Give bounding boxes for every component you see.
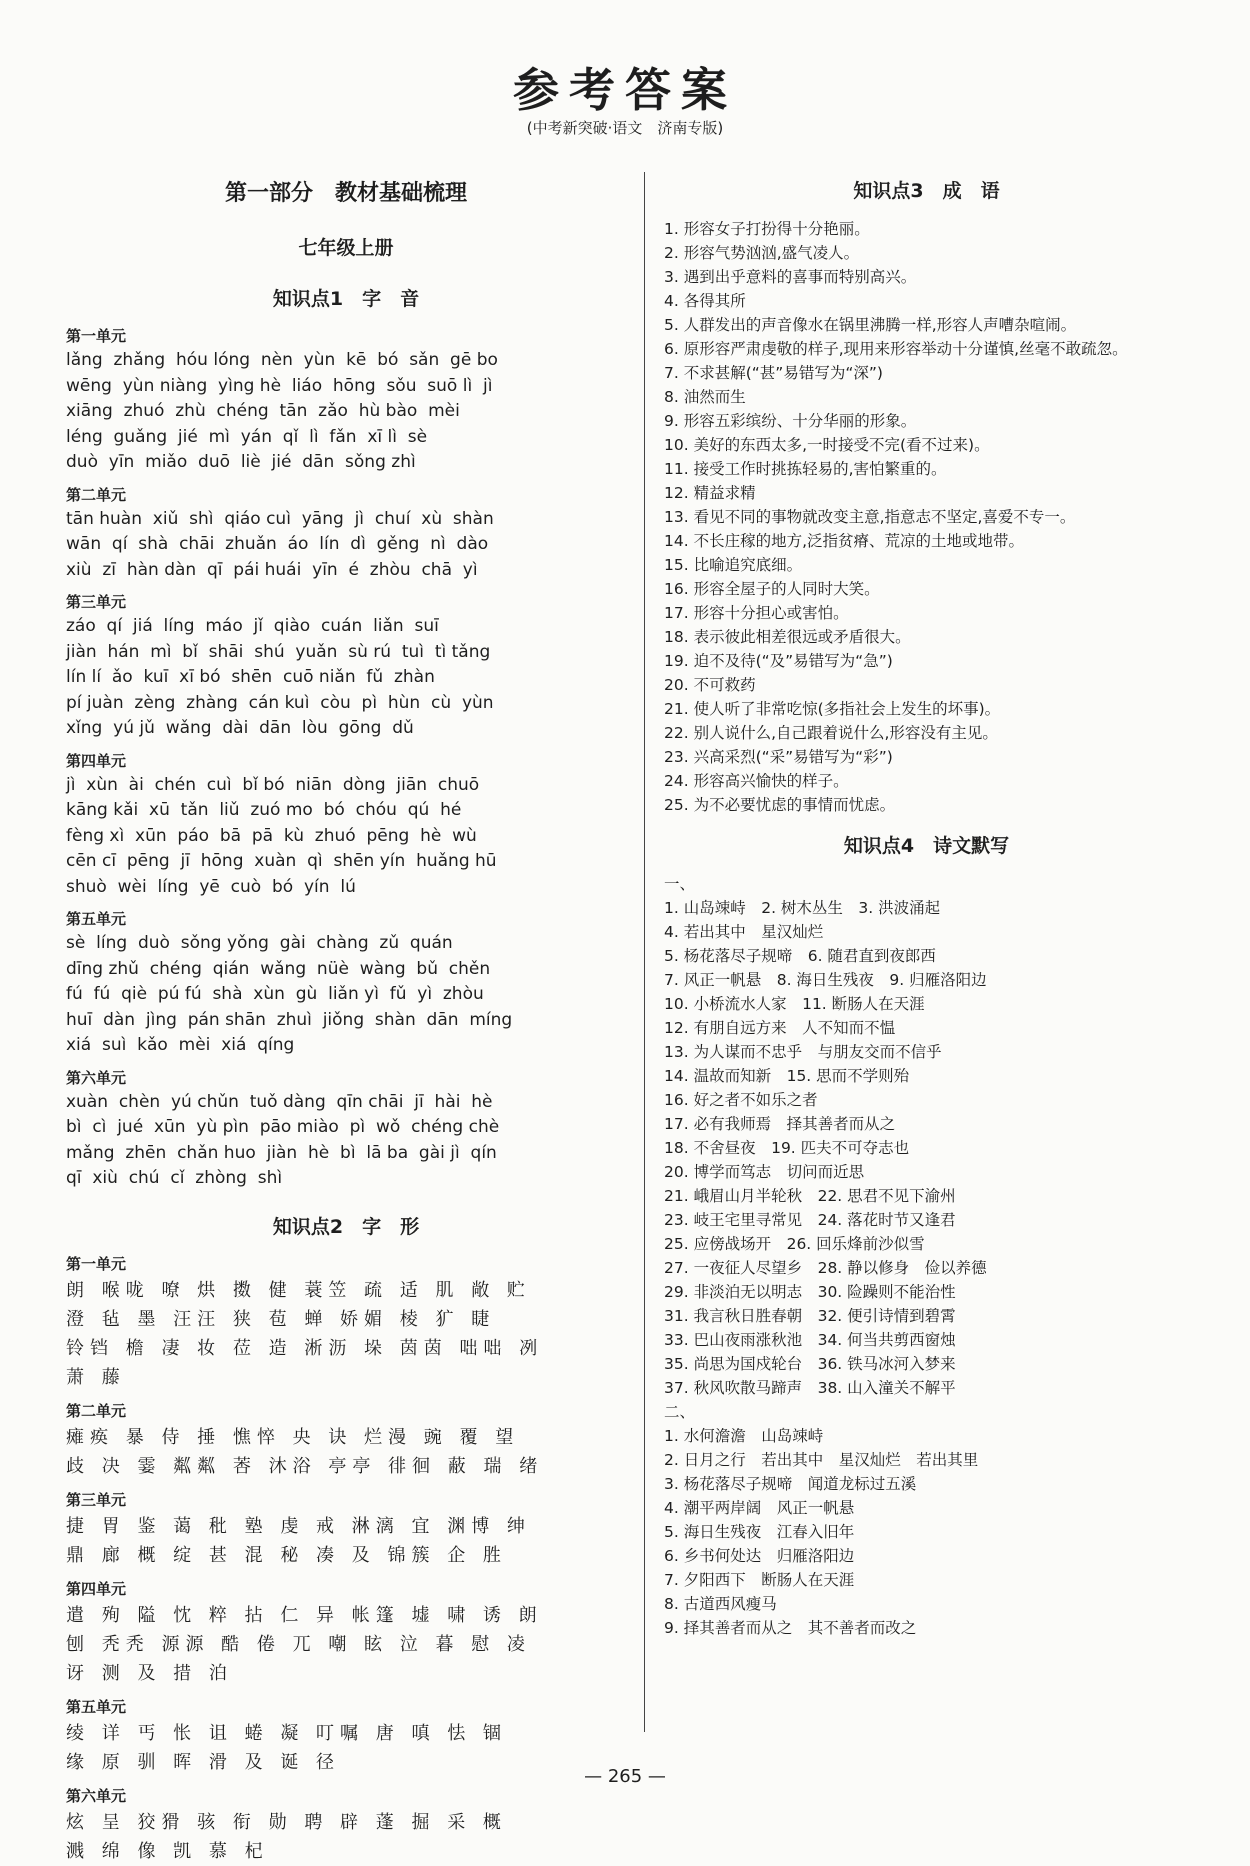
recitation-item: 12. 有朋自远方来 人不知而不愠 <box>664 1019 896 1037</box>
recitation-item: 37. 秋风吹散马蹄声 38. 山入潼关不解平 <box>664 1379 956 1397</box>
recitation-item: 21. 峨眉山月半轮秋 22. 思君不见下渝州 <box>664 1187 956 1205</box>
kp2-unit-6 <box>66 1785 626 1866</box>
idiom-item: 2. 形容气势汹汹,盛气凌人。 <box>664 244 860 262</box>
page-title: 参考答案 <box>513 63 737 117</box>
idiom-item: 9. 形容五彩缤纷、十分华丽的形象。 <box>664 412 917 430</box>
pinyin-line: dīng zhǔ chéng qián wǎng nüè wàng bǔ chěn <box>66 958 491 979</box>
unit-title: 第六单元 <box>66 1068 127 1087</box>
recitation-item: 14. 温故而知新 15. 思而不学则殆 <box>664 1067 910 1085</box>
recitation-item: 18. 不舍昼夜 19. 匹夫不可夺志也 <box>664 1139 910 1157</box>
kp3-title: 知识点3 成 语 <box>853 180 1000 202</box>
recitation-item: 23. 岐王宅里寻常见 24. 落花时节又逢君 <box>664 1211 956 1229</box>
pinyin-line: xǐng yú jǔ wǎng dài dān lòu gōng dǔ <box>66 718 414 738</box>
kp1-unit-2 <box>66 484 626 584</box>
pinyin-line: wān qí shà chāi zhuǎn áo lín dì gěng nì dào <box>66 534 489 554</box>
recitation-item: 7. 风正一帆悬 8. 海日生残夜 9. 归雁洛阳边 <box>664 971 987 989</box>
unit-title: 第五单元 <box>66 910 127 928</box>
pinyin-line: xiá suì kǎo mèi xiá qíng <box>66 1035 295 1055</box>
grade-title: 七年级上册 <box>298 237 394 259</box>
char-line: 澄 毡 墨 汪汪 狭 苞 蝉 娇媚 棱 犷 睫 <box>66 1308 496 1330</box>
recitation-section-2 <box>664 1400 1189 1640</box>
char-line: 捷 胃 鉴 蔼 秕 塾 虔 戒 淋漓 宜 渊博 绅 <box>66 1515 531 1537</box>
idiom-item: 12. 精益求精 <box>664 484 756 502</box>
pinyin-line: fèng xì xūn páo bā pā kù zhuó pēng hè wù <box>66 825 477 846</box>
kp2-unit-3 <box>66 1489 626 1570</box>
idiom-list <box>664 217 1189 817</box>
pinyin-line: jiàn hán mì bǐ shāi shú yuǎn sù rú tuì tì tǎng <box>66 641 491 662</box>
recitation-item: 6. 乡书何处达 归雁洛阳边 <box>664 1547 855 1565</box>
kp2-unit-4 <box>66 1578 626 1688</box>
char-line: 绫 详 丐 怅 诅 蜷 凝 叮嘱 唐 嗔 怯 锢 <box>66 1722 507 1744</box>
idiom-item: 8. 油然而生 <box>664 388 746 406</box>
recitation-item: 1. 山岛竦峙 2. 树木丛生 3. 洪波涌起 <box>664 899 941 917</box>
recitation-item: 33. 巴山夜雨涨秋池 34. 何当共剪西窗烛 <box>664 1331 956 1349</box>
unit-title: 第二单元 <box>66 485 127 504</box>
recitation-item: 8. 古道西风瘦马 <box>664 1595 777 1613</box>
pinyin-line: duò yīn miǎo duō liè jié dān sǒng zhì <box>66 452 416 472</box>
unit-title: 第四单元 <box>66 1579 127 1598</box>
idiom-item: 18. 表示彼此相差很远或矛盾很大。 <box>664 628 911 646</box>
recitation-item: 1. 水何澹澹 山岛竦峙 <box>664 1427 824 1445</box>
kp2-unit-1 <box>66 1253 626 1392</box>
pinyin-line: jì xùn ài chén cuì bǐ bó niān dòng jiān chuō <box>66 774 480 795</box>
pinyin-line: bì cì jué xūn yù pìn pāo miào pì wǒ chéng chè <box>66 1117 500 1137</box>
pinyin-line: qī xiù chú cǐ zhòng shì <box>66 1168 283 1188</box>
recitation-item: 4. 潮平两岸阔 风正一帆悬 <box>664 1499 855 1517</box>
kp4-title: 知识点4 诗文默写 <box>843 835 1010 857</box>
char-line: 朗 喉咙 嘹 烘 擞 健 蓑笠 疏 适 肌 敞 贮 <box>66 1279 531 1301</box>
unit-title: 第三单元 <box>66 1490 127 1509</box>
page-subtitle: (中考新突破·语文 济南专版) <box>526 119 724 137</box>
kp1-unit-1 <box>66 325 626 476</box>
char-line: 炫 呈 狡猾 骇 衔 勋 聘 辟 蓬 掘 采 概 <box>66 1811 507 1833</box>
char-line: 歧 决 霎 粼粼 莕 沐浴 亭亭 徘徊 蔽 瑞 绪 <box>66 1455 544 1477</box>
char-line: 讶 测 及 措 泊 <box>66 1662 233 1684</box>
idiom-item: 1. 形容女子打扮得十分艳丽。 <box>664 220 870 238</box>
idiom-item: 22. 别人说什么,自己跟着说什么,形容没有主见。 <box>664 724 998 742</box>
char-line: 刨 秃秃 源源 酷 倦 兀 嘲 眩 泣 暮 慰 凌 <box>66 1633 531 1655</box>
unit-title: 第三单元 <box>66 593 127 611</box>
pinyin-line: léng guǎng jié mì yán qǐ lì fǎn xī lì sè <box>66 426 428 447</box>
pinyin-line: cēn cī pēng jī hōng xuàn qì shēn yín huǎng hū <box>66 851 497 871</box>
idiom-item: 23. 兴高采烈(“采”易错写为“彩”) <box>664 748 893 766</box>
pinyin-line: xiù zī hàn dàn qī pái huái yīn é zhòu chā yì <box>66 559 478 580</box>
kp1-unit-3 <box>66 591 626 742</box>
recitation-item: 3. 杨花落尽子规啼 闻道龙标过五溪 <box>664 1475 917 1493</box>
idiom-item: 10. 美好的东西太多,一时接受不完(看不过来)。 <box>664 436 990 454</box>
char-line: 瘫痪 暴 侍 捶 憔悴 央 诀 烂漫 豌 覆 望 <box>66 1426 520 1448</box>
pinyin-line: shuò wèi líng yē cuò bó yín lú <box>66 876 356 897</box>
idiom-item: 7. 不求甚解(“甚”易错写为“深”) <box>664 364 883 382</box>
idiom-item: 24. 形容高兴愉快的样子。 <box>664 772 849 790</box>
char-line: 溅 绵 像 凯 慕 杞 <box>66 1840 269 1862</box>
idiom-item: 25. 为不必要忧虑的事情而忧虑。 <box>664 796 896 814</box>
recitation-item: 35. 尚思为国戍轮台 36. 铁马冰河入梦来 <box>664 1355 956 1373</box>
column-divider <box>644 172 645 1732</box>
recitation-item: 5. 海日生残夜 江春入旧年 <box>664 1523 855 1541</box>
part-title: 第一部分 教材基础梳理 <box>224 181 467 206</box>
idiom-item: 19. 迫不及待(“及”易错写为“急”) <box>664 652 893 670</box>
recitation-item: 7. 夕阳西下 断肠人在天涯 <box>664 1571 855 1589</box>
recitation-item: 31. 我言秋日胜春朝 32. 便引诗情到碧霄 <box>664 1307 956 1325</box>
left-column <box>66 170 626 1866</box>
recitation-section-1 <box>664 872 1189 1400</box>
idiom-item: 5. 人群发出的声音像水在锅里沸腾一样,形容人声嘈杂喧闹。 <box>664 316 1077 334</box>
recitation-item: 25. 应傍战场开 26. 回乐烽前沙似雪 <box>664 1235 925 1253</box>
unit-title: 第一单元 <box>66 327 127 345</box>
pinyin-line: tān huàn xiǔ shì qiáo cuì yāng jì chuí xù shàn <box>66 508 494 529</box>
unit-title: 第四单元 <box>66 751 127 770</box>
pinyin-line: xuàn chèn yú chǔn tuǒ dàng qīn chāi jī hài hè <box>66 1091 493 1112</box>
pinyin-line: wēng yùn niàng yìng hè liáo hōng sǒu suō lì jì <box>66 375 493 396</box>
char-line: 遣 殉 隘 忱 粹 拈 仁 异 帐篷 墟 啸 诱 朗 <box>66 1604 543 1626</box>
pinyin-line: xiāng zhuó zhù chéng tān zǎo hù bào mèi <box>66 401 460 421</box>
pinyin-line: pí juàn zèng zhàng cán kuì còu pì hùn cù yùn <box>66 692 494 713</box>
idiom-item: 4. 各得其所 <box>664 292 746 310</box>
idiom-item: 15. 比喻追究底细。 <box>664 556 803 574</box>
char-line: 铃铛 檐 凄 妆 莅 造 淅沥 垛 茵茵 咄咄 冽 <box>66 1337 544 1359</box>
pinyin-line: kāng kǎi xū tǎn liǔ zuó mo bó chóu qú hé <box>66 800 462 820</box>
recitation-item: 17. 必有我师焉 择其善者而从之 <box>664 1115 896 1133</box>
kp2-title: 知识点2 字 形 <box>272 1215 420 1238</box>
idiom-item: 3. 遇到出乎意料的喜事而特别高兴。 <box>664 268 917 286</box>
unit-title: 第一单元 <box>66 1254 127 1273</box>
unit-title: 第六单元 <box>66 1786 127 1805</box>
pinyin-line: záo qí jiá líng máo jǐ qiào cuán liǎn suī <box>66 616 439 636</box>
unit-title: 第五单元 <box>66 1697 127 1716</box>
idiom-item: 20. 不可救药 <box>664 676 756 694</box>
kp1-unit-5 <box>66 908 626 1059</box>
pinyin-line: fú fú qiè pú fú shà xùn gù liǎn yì fǔ yì zhòu <box>66 984 484 1004</box>
recitation-item: 4. 若出其中 星汉灿烂 <box>664 923 824 941</box>
recitation-item: 13. 为人谋而不忠乎 与朋友交而不信乎 <box>664 1043 942 1061</box>
recitation-item: 10. 小桥流水人家 11. 断肠人在天涯 <box>664 995 925 1013</box>
recitation-item: 20. 博学而笃志 切问而近思 <box>664 1163 865 1181</box>
recitation-item: 27. 一夜征人尽望乡 28. 静以修身 俭以养德 <box>664 1259 987 1277</box>
idiom-item: 11. 接受工作时挑拣轻易的,害怕繁重的。 <box>664 460 947 478</box>
idiom-item: 17. 形容十分担心或害怕。 <box>664 604 849 622</box>
page-number: — 265 — <box>584 1766 666 1787</box>
kp2-unit-5 <box>66 1696 626 1777</box>
recitation-item: 29. 非淡泊无以明志 30. 险躁则不能治性 <box>664 1283 956 1301</box>
pinyin-line: sè líng duò sǒng yǒng gài chàng zǔ quán <box>66 933 453 953</box>
unit-title: 第二单元 <box>66 1401 127 1420</box>
kp2-unit-2 <box>66 1400 626 1481</box>
char-line: 萧 藤 <box>66 1366 126 1388</box>
pinyin-line: huī dàn jìng pán shān zhuì jiǒng shàn dān míng <box>66 1009 513 1030</box>
pinyin-line: lǎng zhǎng hóu lóng nèn yùn kē bó sǎn gē bo <box>66 350 498 370</box>
right-column <box>664 170 1189 1640</box>
recitation-item: 9. 择其善者而从之 其不善者而改之 <box>664 1619 917 1637</box>
idiom-item: 21. 使人听了非常吃惊(多指社会上发生的坏事)。 <box>664 700 1001 718</box>
idiom-item: 6. 原形容严肃虔敬的样子,现用来形容举动十分谨慎,丝毫不敢疏忽。 <box>664 340 1128 358</box>
pinyin-line: lín lí ǎo kuī xī bó shēn cuō niǎn fǔ zhàn <box>66 667 435 687</box>
recitation-item: 5. 杨花落尽子规啼 6. 随君直到夜郎西 <box>664 947 936 965</box>
kp1-unit-6 <box>66 1067 626 1192</box>
section-label: 二、 <box>664 1403 696 1421</box>
section-label: 一、 <box>664 875 696 893</box>
recitation-item: 16. 好之者不如乐之者 <box>664 1091 818 1109</box>
kp1-title: 知识点1 字 音 <box>272 288 420 310</box>
pinyin-line: mǎng zhēn chǎn huo jiàn hè bì lā ba gài jì qín <box>66 1142 497 1163</box>
recitation-item: 2. 日月之行 若出其中 星汉灿烂 若出其里 <box>664 1451 979 1469</box>
idiom-item: 16. 形容全屋子的人同时大笑。 <box>664 580 880 598</box>
kp1-unit-4 <box>66 750 626 901</box>
char-line: 鼎 廊 概 绽 甚 混 秘 凑 及 锦簇 企 胜 <box>66 1544 507 1566</box>
idiom-item: 14. 不长庄稼的地方,泛指贫瘠、荒凉的土地或地带。 <box>664 532 1025 550</box>
char-line: 缘 原 驯 晖 滑 及 诞 径 <box>66 1751 341 1773</box>
idiom-item: 13. 看见不同的事物就改变主意,指意志不坚定,喜爱不专一。 <box>664 508 1076 526</box>
